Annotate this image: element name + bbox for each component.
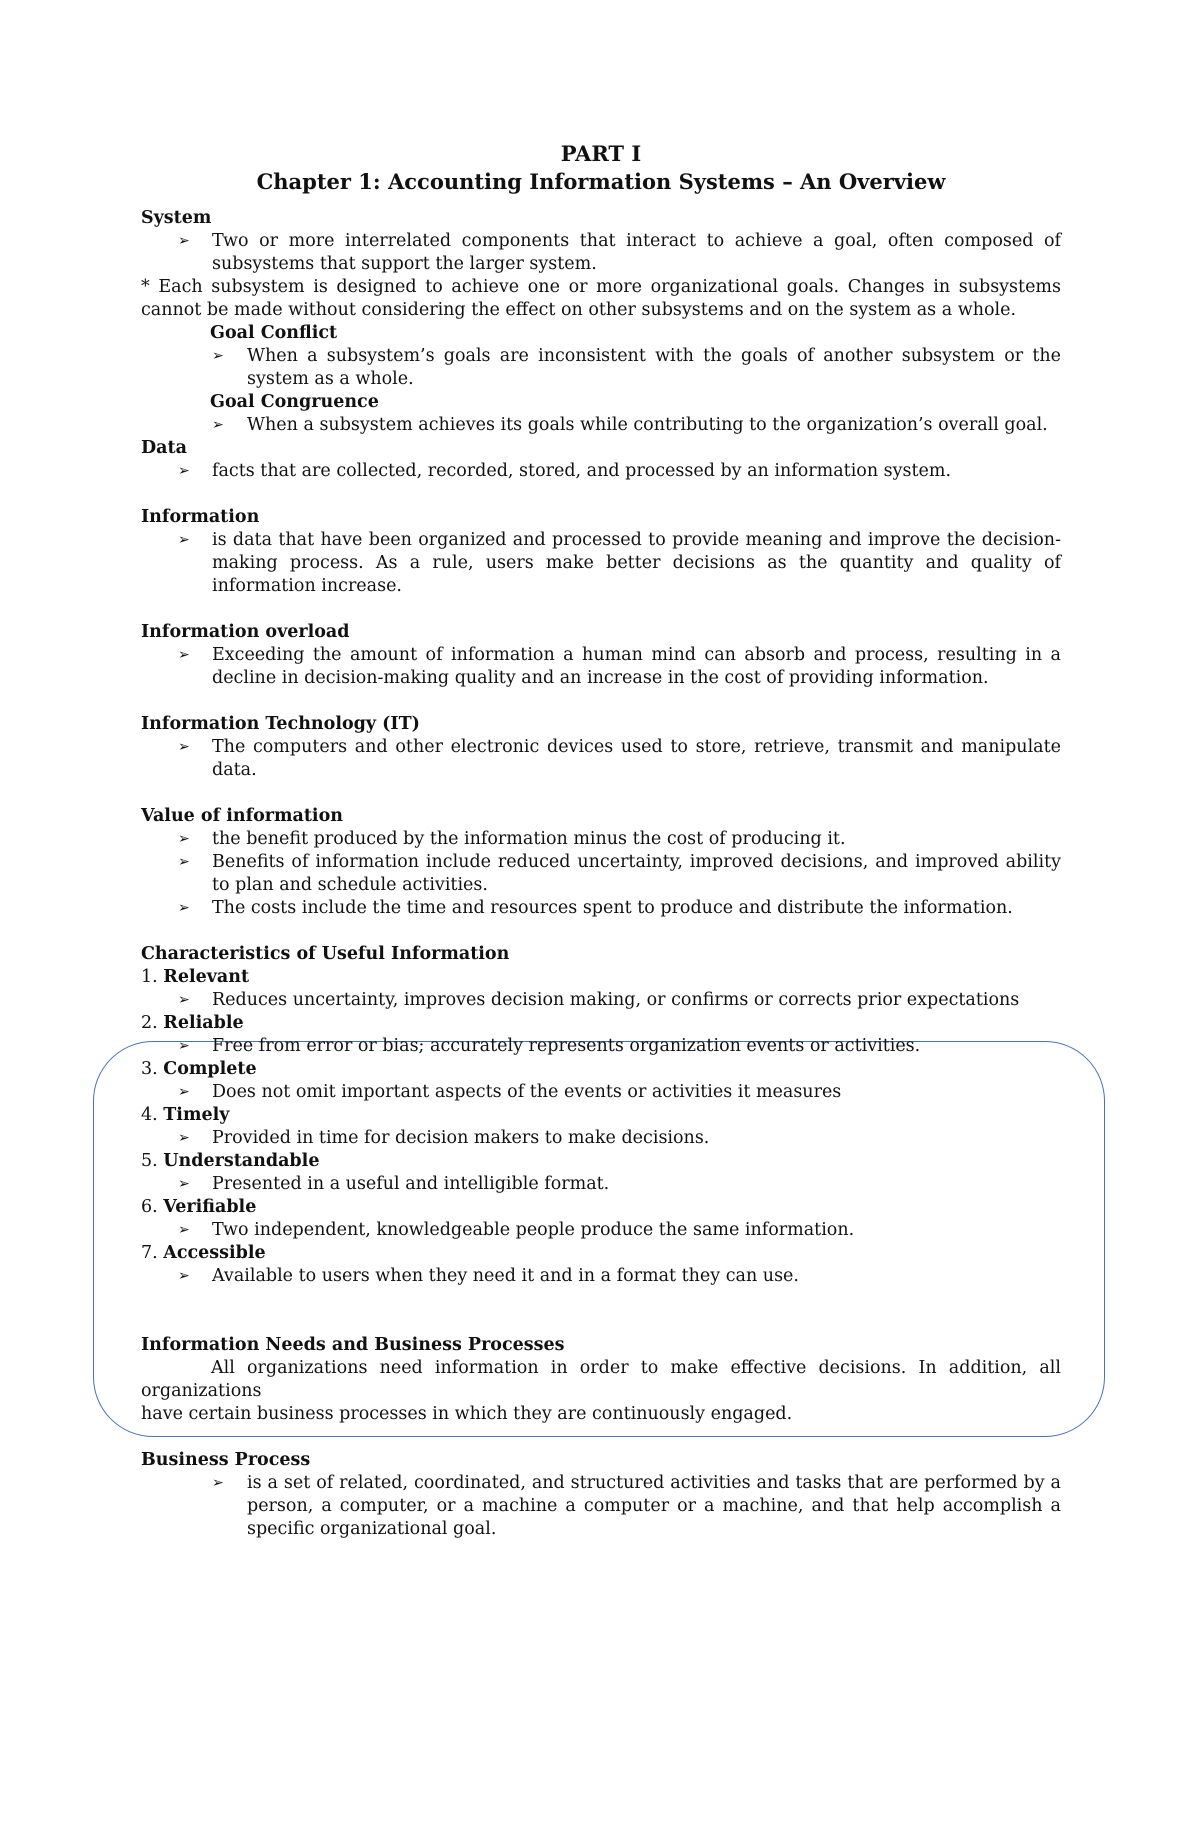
part-title: PART I	[560, 141, 642, 166]
arrow-bullet-icon: ➢	[178, 900, 190, 916]
arrow-bullet-icon: ➢	[178, 463, 190, 479]
goal-conflict-bullet: ➢ When a subsystem’s goals are inconsistent with the goals of another subsystem or the system as a whole.	[212, 346, 1061, 389]
it-heading: Information Technology (IT)	[141, 714, 420, 734]
arrow-bullet-icon: ➢	[212, 417, 224, 433]
characteristic-name: Reliable	[163, 1013, 244, 1033]
arrow-bullet-icon: ➢	[178, 831, 190, 847]
characteristic-name: Understandable	[163, 1151, 320, 1171]
arrow-bullet-icon: ➢	[178, 854, 190, 870]
arrow-bullet-icon: ➢	[178, 739, 190, 755]
characteristic-name: Accessible	[163, 1243, 266, 1263]
information-bullet: ➢ is data that have been organized and processed to provide meaning and improve the decision-making process. As a rule, users make better decisions as the quantity and quality of information increase.	[178, 530, 1061, 596]
characteristic-desc: ➢ Presented in a useful and intelligible format.	[178, 1174, 610, 1194]
chapter-title: Chapter 1: Accounting Information Systems – An Overview	[256, 169, 946, 194]
needs-paragraph: All organizations need information in order to make effective decisions. In addition, all organizations	[141, 1358, 1061, 1401]
characteristic-item: 5. Understandable	[141, 1151, 320, 1171]
information-heading: Information	[141, 507, 260, 527]
needs-heading: Information Needs and Business Processes	[141, 1335, 565, 1355]
arrow-bullet-icon: ➢	[178, 233, 190, 249]
system-heading: System	[141, 208, 212, 228]
characteristic-name: Verifiable	[163, 1197, 257, 1217]
overload-bullet: ➢ Exceeding the amount of information a human mind can absorb and process, resulting in a decline in decision-making quality and an increase in the cost of providing information.	[178, 645, 1061, 688]
system-bullet: ➢ Two or more interrelated components that interact to achieve a goal, often composed of subsystems that support the larger system.	[178, 231, 1061, 274]
data-heading: Data	[141, 438, 187, 458]
characteristic-desc: ➢ Does not omit important aspects of the events or activities it measures	[178, 1082, 842, 1102]
characteristic-desc: ➢ Available to users when they need it and in a format they can use.	[178, 1266, 799, 1286]
overload-heading: Information overload	[141, 622, 350, 642]
characteristic-item: 2. Reliable	[141, 1013, 244, 1033]
needs-paragraph-line2: have certain business processes in which they are continuously engaged.	[141, 1404, 793, 1424]
goal-congruence-bullet: ➢ When a subsystem achieves its goals while contributing to the organization’s overall goal.	[212, 415, 1048, 435]
characteristic-item: 6. Verifiable	[141, 1197, 257, 1217]
characteristic-desc: ➢ Free from error or bias; accurately represents organization events or activities.	[178, 1036, 921, 1056]
business-process-heading: Business Process	[141, 1450, 311, 1470]
system-note: * Each subsystem is designed to achieve one or more organizational goals. Changes in subsystems cannot be made without considering the effect on other subsystems and on the system as a whole.	[141, 277, 1061, 320]
arrow-bullet-icon: ➢	[178, 1084, 190, 1100]
value-bullet: ➢ the benefit produced by the information minus the cost of producing it.	[178, 829, 846, 849]
arrow-bullet-icon: ➢	[178, 647, 190, 663]
arrow-bullet-icon: ➢	[178, 1176, 190, 1192]
characteristic-name: Complete	[163, 1059, 257, 1079]
goal-congruence-heading: Goal Congruence	[210, 392, 379, 412]
value-heading: Value of information	[141, 806, 343, 826]
characteristic-item: 3. Complete	[141, 1059, 257, 1079]
characteristic-name: Timely	[163, 1105, 230, 1125]
characteristic-item: 7. Accessible	[141, 1243, 266, 1263]
characteristic-desc: ➢ Two independent, knowledgeable people produce the same information.	[178, 1220, 855, 1240]
arrow-bullet-icon: ➢	[178, 532, 190, 548]
characteristic-name: Relevant	[163, 967, 250, 987]
arrow-bullet-icon: ➢	[212, 348, 224, 364]
it-bullet: ➢ The computers and other electronic devices used to store, retrieve, transmit and manipulate data.	[178, 737, 1061, 780]
arrow-bullet-icon: ➢	[178, 992, 190, 1008]
characteristic-item: 4. Timely	[141, 1105, 230, 1125]
arrow-bullet-icon: ➢	[212, 1475, 224, 1491]
arrow-bullet-icon: ➢	[178, 1222, 190, 1238]
data-bullet: ➢ facts that are collected, recorded, stored, and processed by an information system.	[178, 461, 952, 481]
business-process-bullet: ➢ is a set of related, coordinated, and structured activities and tasks that are performed by a person, a computer, or a machine a computer or a machine, and that help accomplish a specific organizational goal.	[212, 1473, 1061, 1539]
arrow-bullet-icon: ➢	[178, 1130, 190, 1146]
characteristics-heading: Characteristics of Useful Information	[141, 944, 510, 964]
document-body	[141, 140, 1061, 1541]
characteristic-item: 1. Relevant	[141, 967, 250, 987]
goal-conflict-heading: Goal Conflict	[210, 323, 338, 343]
value-bullet: ➢ The costs include the time and resources spent to produce and distribute the information.	[178, 898, 1013, 918]
characteristic-desc: ➢ Reduces uncertainty, improves decision making, or confirms or corrects prior expectations	[178, 990, 1020, 1010]
characteristic-desc: ➢ Provided in time for decision makers to make decisions.	[178, 1128, 710, 1148]
value-bullet: ➢ Benefits of information include reduced uncertainty, improved decisions, and improved ability to plan and schedule activities.	[178, 852, 1061, 895]
arrow-bullet-icon: ➢	[178, 1268, 190, 1284]
arrow-bullet-icon: ➢	[178, 1038, 190, 1054]
